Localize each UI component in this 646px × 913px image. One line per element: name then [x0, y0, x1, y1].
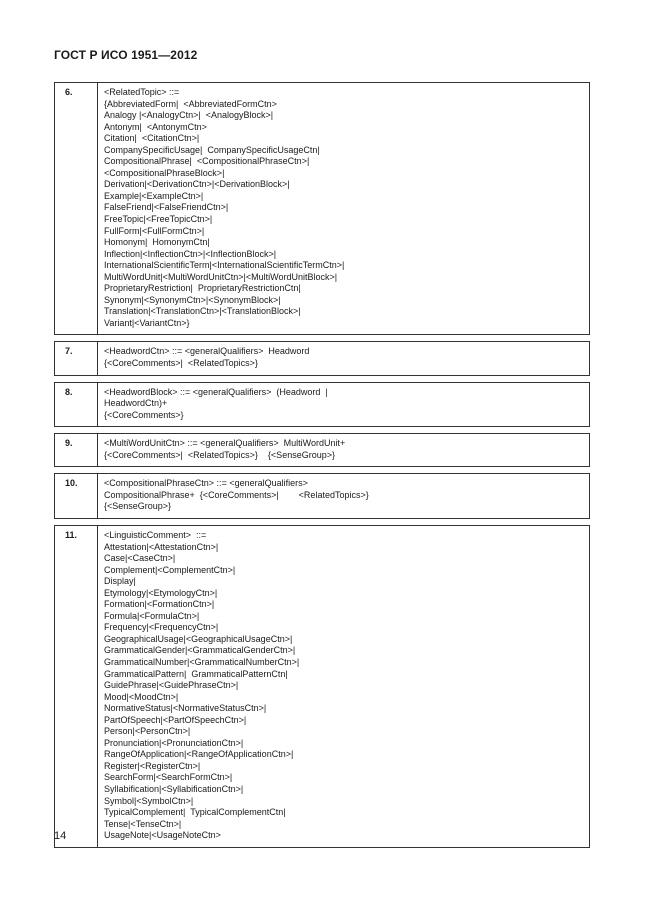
rule-line: Derivation|<DerivationCtn>|<DerivationBlock>|	[104, 179, 290, 190]
rule-line: Citation| <CitationCtn>|	[104, 133, 200, 144]
rule-line: GeographicalUsage|<GeographicalUsageCtn>|	[104, 633, 293, 644]
rule-line: <MultiWordUnitCtn> ::= <generalQualifiers> MultiWordUnit+	[104, 438, 346, 449]
rule-line: FreeTopic|<FreeTopicCtn>|	[104, 214, 213, 225]
rule-line: Pronunciation|<PronunciationCtn>|	[104, 737, 244, 748]
rule-line: <RelatedTopic> ::=	[104, 87, 180, 97]
rule-definition	[98, 83, 590, 335]
rule-line: Etymology|<EtymologyCtn>|	[104, 587, 218, 598]
table-row	[55, 83, 590, 335]
row-spacer	[55, 375, 590, 382]
rule-definition	[98, 342, 590, 375]
table-row	[55, 474, 590, 519]
rule-line: Symbol|<SymbolCtn>|	[104, 795, 194, 806]
rule-line: {<CoreComments>| <RelatedTopics>} {<SenseGroup>}	[104, 449, 335, 460]
rule-line: Register|<RegisterCtn>|	[104, 760, 201, 771]
rule-line: Synonym|<SynonymCtn>|<SynonymBlock>|	[104, 294, 281, 305]
rule-line: GrammaticalNumber|<GrammaticalNumberCtn>|	[104, 656, 300, 667]
rule-number: 11.	[55, 525, 98, 847]
rule-line: UsageNote|<UsageNoteCtn>	[104, 830, 221, 841]
row-spacer-cell	[55, 375, 590, 382]
rule-line: SearchForm|<SearchFormCtn>|	[104, 772, 233, 783]
rule-number: 7.	[55, 342, 98, 375]
rule-definition	[98, 382, 590, 427]
rule-definition	[98, 525, 590, 847]
rule-line: Example|<ExampleCtn>|	[104, 190, 204, 201]
rule-number: 9.	[55, 434, 98, 467]
rule-number: 6.	[55, 83, 98, 335]
rule-line: Antonym| <AntonymCtn>	[104, 121, 207, 132]
rule-line: Attestation|<AttestationCtn>|	[104, 541, 219, 552]
page-number: 14	[54, 830, 67, 842]
rule-line: InternationalScientificTerm|<InternationalScientificTermCtn>|	[104, 260, 345, 271]
rule-definition	[98, 434, 590, 467]
row-spacer-cell	[55, 467, 590, 474]
rule-line: CompositionalPhrase+ {<CoreComments>| <RelatedTopics>}	[104, 489, 369, 500]
row-spacer	[55, 467, 590, 474]
document-header: ГОСТ Р ИСО 1951—2012	[54, 48, 198, 62]
rule-line: <LinguisticComment> ::=	[104, 529, 207, 540]
rule-line: Inflection|<InflectionCtn>|<InflectionBlock>|	[104, 248, 277, 259]
table-row	[55, 434, 590, 467]
rule-line: GrammaticalGender|<GrammaticalGenderCtn>|	[104, 645, 296, 656]
rule-line: Translation|<TranslationCtn>|<TranslationBlock>|	[104, 306, 301, 317]
rule-line: ProprietaryRestriction| ProprietaryRestrictionCtn|	[104, 283, 301, 294]
rule-line: Case|<CaseCtn>|	[104, 553, 176, 564]
rule-line: <CompositionalPhraseCtn> ::= <generalQualifiers>	[104, 478, 308, 489]
rule-line: HeadwordCtn)+	[104, 398, 168, 409]
rule-line: {<CoreComments>}	[104, 409, 184, 420]
rule-line: FalseFriend|<FalseFriendCtn>|	[104, 202, 229, 213]
rule-line: FullForm|<FullFormCtn>|	[104, 225, 205, 236]
rule-line: GrammaticalPattern| GrammaticalPatternCtn|	[104, 668, 288, 679]
table-row	[55, 382, 590, 427]
row-spacer	[55, 427, 590, 434]
rule-line: {AbbreviatedForm| <AbbreviatedFormCtn>	[104, 98, 277, 109]
rule-line: Mood|<MoodCtn>|	[104, 691, 179, 702]
rule-line: <CompositionalPhraseBlock>|	[104, 167, 225, 178]
rule-line: PartOfSpeech|<PartOfSpeechCtn>|	[104, 714, 247, 725]
rule-line: Complement|<ComplementCtn>|	[104, 564, 236, 575]
rule-line: TypicalComplement| TypicalComplementCtn|	[104, 807, 286, 818]
row-spacer	[55, 335, 590, 342]
grammar-table	[54, 82, 590, 848]
rule-line: Variant|<VariantCtn>}	[104, 317, 190, 328]
rule-line: <HeadwordBlock> ::= <generalQualifiers> (Headword |	[104, 386, 328, 397]
rule-line: Person|<PersonCtn>|	[104, 726, 191, 737]
rule-line: {<CoreComments>| <RelatedTopics>}	[104, 358, 258, 369]
rule-number: 8.	[55, 382, 98, 427]
rule-line: Formation|<FormationCtn>|	[104, 599, 215, 610]
row-spacer-cell	[55, 518, 590, 525]
rule-number: 10.	[55, 474, 98, 519]
rule-line: NormativeStatus|<NormativeStatusCtn>|	[104, 703, 267, 714]
row-spacer	[55, 518, 590, 525]
rule-line: Formula|<FormulaCtn>|	[104, 610, 200, 621]
rule-line: GuidePhrase|<GuidePhraseCtn>|	[104, 680, 239, 691]
rule-line: CompositionalPhrase| <CompositionalPhraseCtn>|	[104, 156, 310, 167]
table-row	[55, 525, 590, 847]
rule-line: Frequency|<FrequencyCtn>|	[104, 622, 219, 633]
rule-line: Tense|<TenseCtn>|	[104, 818, 182, 829]
rule-definition	[98, 474, 590, 519]
rule-line: Analogy |<AnalogyCtn>| <AnalogyBlock>|	[104, 110, 274, 121]
rule-line: MultiWordUnit|<MultiWordUnitCtn>|<MultiWordUnitBlock>|	[104, 271, 338, 282]
rule-line: <HeadwordCtn> ::= <generalQualifiers> Headword	[104, 346, 310, 357]
rule-line: CompanySpecificUsage| CompanySpecificUsageCtn|	[104, 144, 320, 155]
rule-line: Syllabification|<SyllabificationCtn>|	[104, 783, 244, 794]
row-spacer-cell	[55, 427, 590, 434]
rule-line: Homonym| HomonymCtn|	[104, 237, 210, 248]
rule-line: Display|	[104, 576, 136, 587]
table-row	[55, 342, 590, 375]
row-spacer-cell	[55, 335, 590, 342]
rule-line: {<SenseGroup>}	[104, 501, 172, 512]
rule-line: RangeOfApplication|<RangeOfApplicationCtn>|	[104, 749, 294, 760]
